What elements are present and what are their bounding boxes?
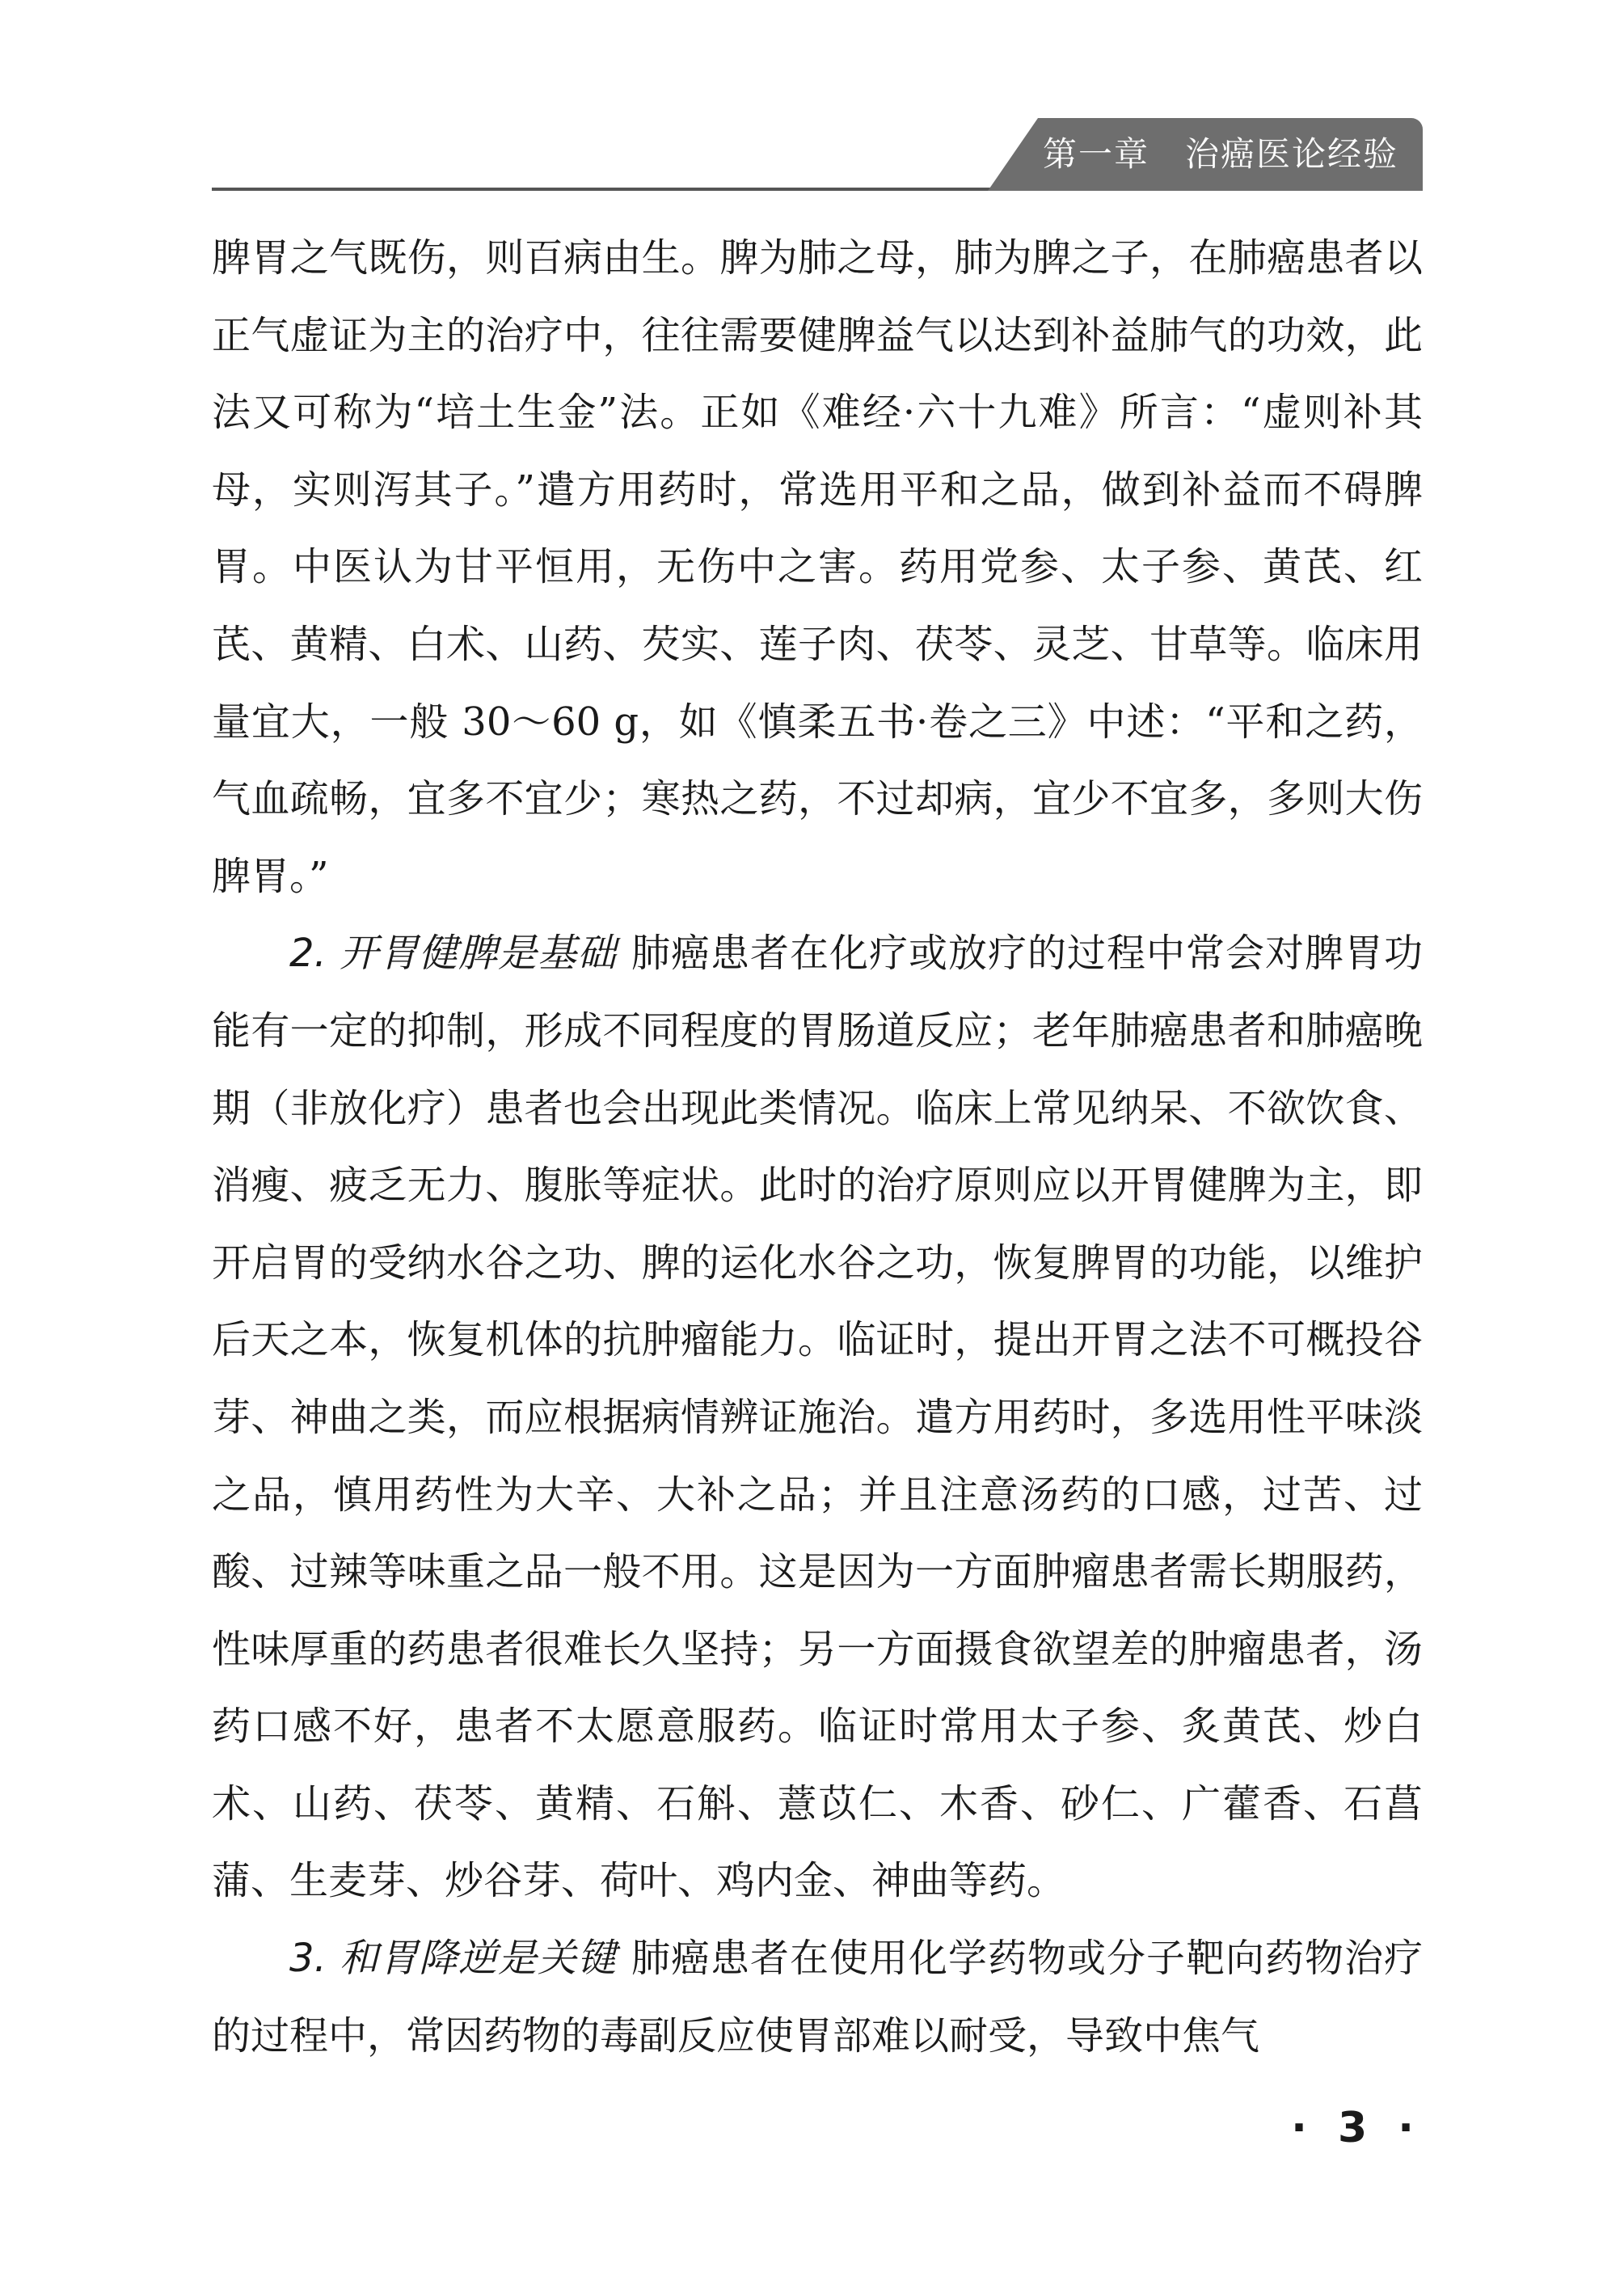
paragraph-1-text: 脾胃之气既伤，则百病由生。脾为肺之母，肺为脾之子，在肺癌患者以正气虚证为主的治疗中，往往需要健脾益气以达到补益肺气的功效，此法又可称为“培土生金”法。正如《难经·六十九难》所言：“虚则补其母，实则泻其子。”遣方用药时，常选用平和之品，做到补益而不碍脾胃。中医认为甘平恒用，无伤中之害。药用党参、太子参、黄芪、红芪、黄精、白术、山药、芡实、莲子肉、茯苓、灵芝、甘草等。临床用量宜大，一般 30～60 g，如《慎柔五书·卷之三》中述：“平和之药，气血疏畅，宜多不宜少；寒热之药，不过却病，宜少不宜多，多则大伤脾胃。” <box>212 235 1423 899</box>
section-heading-2: 2. 开胃健脾是基础 <box>289 931 618 977</box>
chapter-number: 第一章 <box>1043 134 1150 174</box>
paragraph-2 <box>212 915 1423 1920</box>
paragraph-3 <box>212 1920 1423 2075</box>
paragraph-2-text: 肺癌患者在化疗或放疗的过程中常会对脾胃功能有一定的抑制，形成不同程度的胃肠道反应；老年肺癌患者和肺癌晚期（非放化疗）患者也会出现此类情况。临床上常见纳呆、不欲饮食、消瘦、疲乏无力、腹胀等症状。此时的治疗原则应以开胃健脾为主，即开启胃的受纳水谷之功、脾的运化水谷之功，恢复脾胃的功能，以维护后天之本，恢复机体的抗肿瘤能力。临证时，提出开胃之法不可概投谷芽、神曲之类，而应根据病情辨证施治。遣方用药时，多选用性平味淡之品，慎用药性为大辛、大补之品；并且注意汤药的口感，过苦、过酸、过辣等味重之品一般不用。这是因为一方面肿瘤患者需长期服药，性味厚重的药患者很难长久坚持；另一方面摄食欲望差的肿瘤患者，汤药口感不好，患者不太愿意服药。临证时常用太子参、炙黄芪、炒白术、山药、茯苓、黄精、石斛、薏苡仁、木香、砂仁、广藿香、石菖蒲、生麦芽、炒谷芽、荷叶、鸡内金、神曲等药。 <box>212 931 1423 1904</box>
page-number: · 3 · <box>1291 2104 1422 2152</box>
paragraph-3-text: 肺癌患者在使用化学药物或分子靶向药物治疗的过程中，常因药物的毒副反应使胃部难以耐受，导致中焦气 <box>212 1936 1423 2059</box>
section-heading-3: 3. 和胃降逆是关键 <box>289 1936 618 1982</box>
body-text <box>212 220 1423 2075</box>
paragraph-1 <box>212 220 1423 915</box>
chapter-title: 治癌医论经验 <box>1185 134 1399 174</box>
running-header <box>1043 118 1423 191</box>
